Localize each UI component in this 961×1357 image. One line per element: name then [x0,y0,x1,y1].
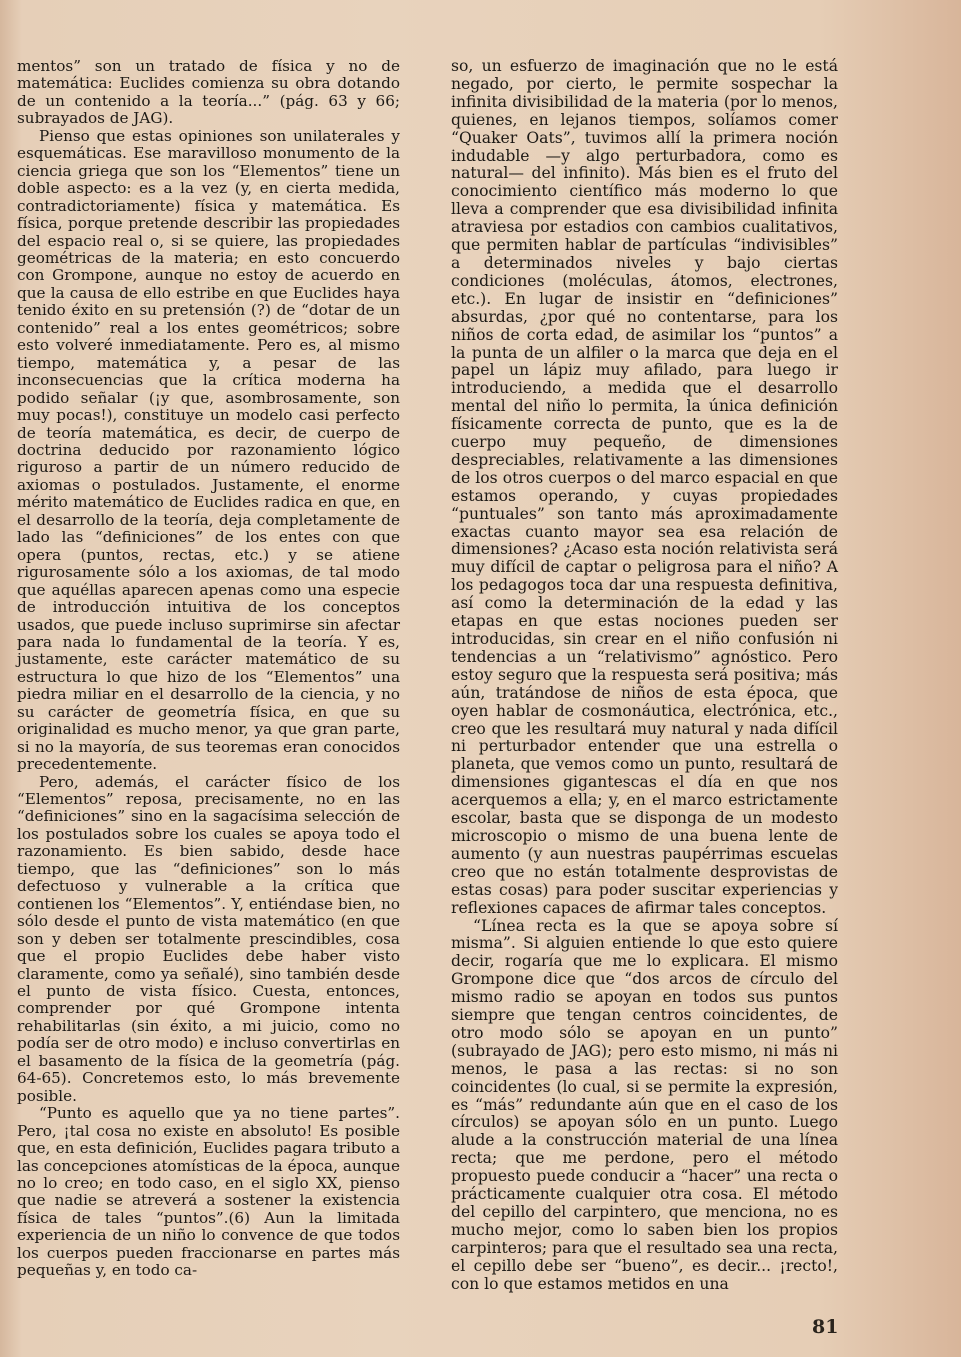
right-column [451,58,838,1294]
paragraph: mentos” son un tratado de física y no de matemática: Euclides comienza su obra dotando de un contenido a la teoría...” (pág. 63 y 66; subrayados de JAG). [17,57,400,128]
paragraph: Pero, además, el carácter físico de los “Elementos” reposa, precisamente, no en las “definiciones” sino en la sagacísima selección de los postulados sobre los cuales se apoya todo el razonamiento. Es bien sabido, desde hace tiempo, que las “definiciones” son lo más defectuoso y vulnerable a la crítica que contienen los “Elementos”. Y, entiéndase bien, no sólo desde el punto de vista matemático (en que son y deben ser totalmente prescindibles, cosa que el propio Euclides debe haber visto claramente, como ya señalé), sino también desde el punto de vista físico. Cuesta, entonces, comprender por qué Grompone intenta rehabilitarlas (sin éxito, a mi juicio, como no podía ser de otro modo) e incluso convertirlas en el basamento de la física de la geometría (pág. 64-65). Concretemos esto, lo más brevemente posible. [17,772,400,1105]
paragraph: “Punto es aquello que ya no tiene partes”. Pero, ¡tal cosa no existe en absoluto! Es posible que, en esta definición, Euclides pagara tributo a las concepciones atomísticas de la época, aunque no lo creo; en todo caso, en el siglo XX, pienso que nadie se atreverá a sostener la existencia física de tales “puntos”.(6) Aun la limitada experiencia de un niño lo convence de que todos los cuerpos pueden fraccionarse en partes más pequeñas y, en todo ca- [17,1104,400,1280]
paragraph: Pienso que estas opiniones son unilaterales y esquemáticas. Ese maravilloso monumento de la ciencia griega que son los “Elementos” tiene un doble aspecto: es a la vez (y, en cierta medida, contradictoriamente) física y matemática. Es física, porque pretende describir las propiedades del espacio real o, si se quiere, las propiedades geométricas de la materia; en esto concuerdo con Grompone, aunque no estoy de acuerdo en que la causa de ello estribe en que Euclides haya tenido éxito en su pretensión (?) de “dotar de un contenido” real a los entes geométricos; sobre esto volveré inmediatamente. Pero es, al mismo tiempo, matemática y, a pesar de las inconsecuencias que la crítica moderna ha podido señalar (¡y que, asombrosamente, son muy pocas!), constituye un modelo casi perfecto de teoría matemática, es decir, de cuerpo de doctrina deducido por razonamiento lógico riguroso a partir de un número reducido de axiomas o postulados. Justamente, el enorme mérito matemático de Euclides radica en que, en el desarrollo de la teoría, deja completamente de lado las “definiciones” de los entes con que opera (puntos, rectas, etc.) y se atiene rigurosamente sólo a los axiomas, de tal modo que aquéllas aparecen apenas como una especie de introducción intuitiva de los conceptos usados, que puede incluso suprimirse sin afectar para nada lo fundamental de la teoría. Y es, justamente, este carácter matemático de su estructura lo que hizo de los “Elementos” una piedra miliar en el desarrollo de la ciencia, y no su carácter de geometría física, en que su originalidad es mucho menor, ya que gran parte, si no la mayoría, de sus teoremas eran conocidos precedentemente. [17,126,400,774]
page-number: 81 [812,1316,839,1338]
paragraph: “Línea recta es la que se apoya sobre sí misma”. Si alguien entiende lo que esto quiere decir, rogaría que me lo explicara. El mismo Grompone dice que “dos arcos de círculo del mismo radio se apoyan en todos sus puntos siempre que tengan centros coincidentes, de otro modo sólo se apoyan en un punto” (subrayado de JAG); pero esto mismo, ni más ni menos, le pasa a las rectas: si no son coincidentes (lo cual, si se permite la expresión, es “más” redundante aún que en el caso de los círculos) se apoyan sólo en un punto. Luego alude a la construcción material de una línea recta; que me perdone, pero el método propuesto puede conducir a “hacer” una recta o prácticamente cualquier otra cosa. El método del cepillo del carpintero, que menciona, no es mucho mejor, como lo saben bien los propios carpinteros; para que el resultado sea una recta, el cepillo debe ser “bueno”, es decir... ¡recto!, con lo que estamos metidos en una [451,916,838,1293]
left-column [17,58,400,1280]
paragraph: so, un esfuerzo de imaginación que no le está negado, por cierto, le permite sospechar la infinita divisibilidad de la materia (por lo menos, quienes, en lejanos tiempos, solíamos comer “Quaker Oats”, tuvimos allí la primera noción indudable —y algo perturbadora, como es natural— del infinito). Más bien es el fruto del conocimiento científico más moderno lo que lleva a comprender que esa divisibilidad infinita atraviesa por estadios con cambios cualitativos, que permiten hablar de partículas “indivisibles” a determinados niveles y bajo ciertas condiciones (moléculas, átomos, electrones, etc.). En lugar de insistir en “definiciones” absurdas, ¿por qué no contentarse, para los niños de corta edad, de asimilar los “puntos” a la punta de un alfiler o la marca que deja en el papel un lápiz muy afilado, para luego ir introduciendo, a medida que el desarrollo mental del niño lo permita, la única definición físicamente correcta de punto, que es la de cuerpo muy pequeño, de dimensiones despreciables, relativamente a las dimensiones de los otros cuerpos o del marco espacial en que estamos operando, y cuyas propiedades “puntuales” son tanto más aproximadamente exactas cuanto mayor sea esa relación de dimensiones? ¿Acaso esta noción relativista será muy difícil de captar o peligrosa para el niño? A los pedagogos toca dar una respuesta definitiva, así como la determinación de la edad y las etapas en que estas nociones pueden ser introducidas, sin crear en el niño confusión ni tendencias a un “relativismo” agnóstico. Pero estoy seguro que la respuesta será positiva; más aún, tratándose de niños de esta época, que oyen hablar de cosmonáutica, electrónica, etc., creo que les resultará muy natural y nada difícil ni perturbador entender que una estrella o planeta, que vemos como un punto, resultará de dimensiones gigantescas el día en que nos acerquemos a ella; y, en el marco estrictamente escolar, basta que se disponga de un modesto microscopio o mismo de una buena lente de aumento (y aun nuestras paupérrimas escuelas creo que no están totalmente desprovistas de estas cosas) para poder suscitar experiencias y reflexiones capaces de afirmar tales conceptos. [451,57,838,917]
